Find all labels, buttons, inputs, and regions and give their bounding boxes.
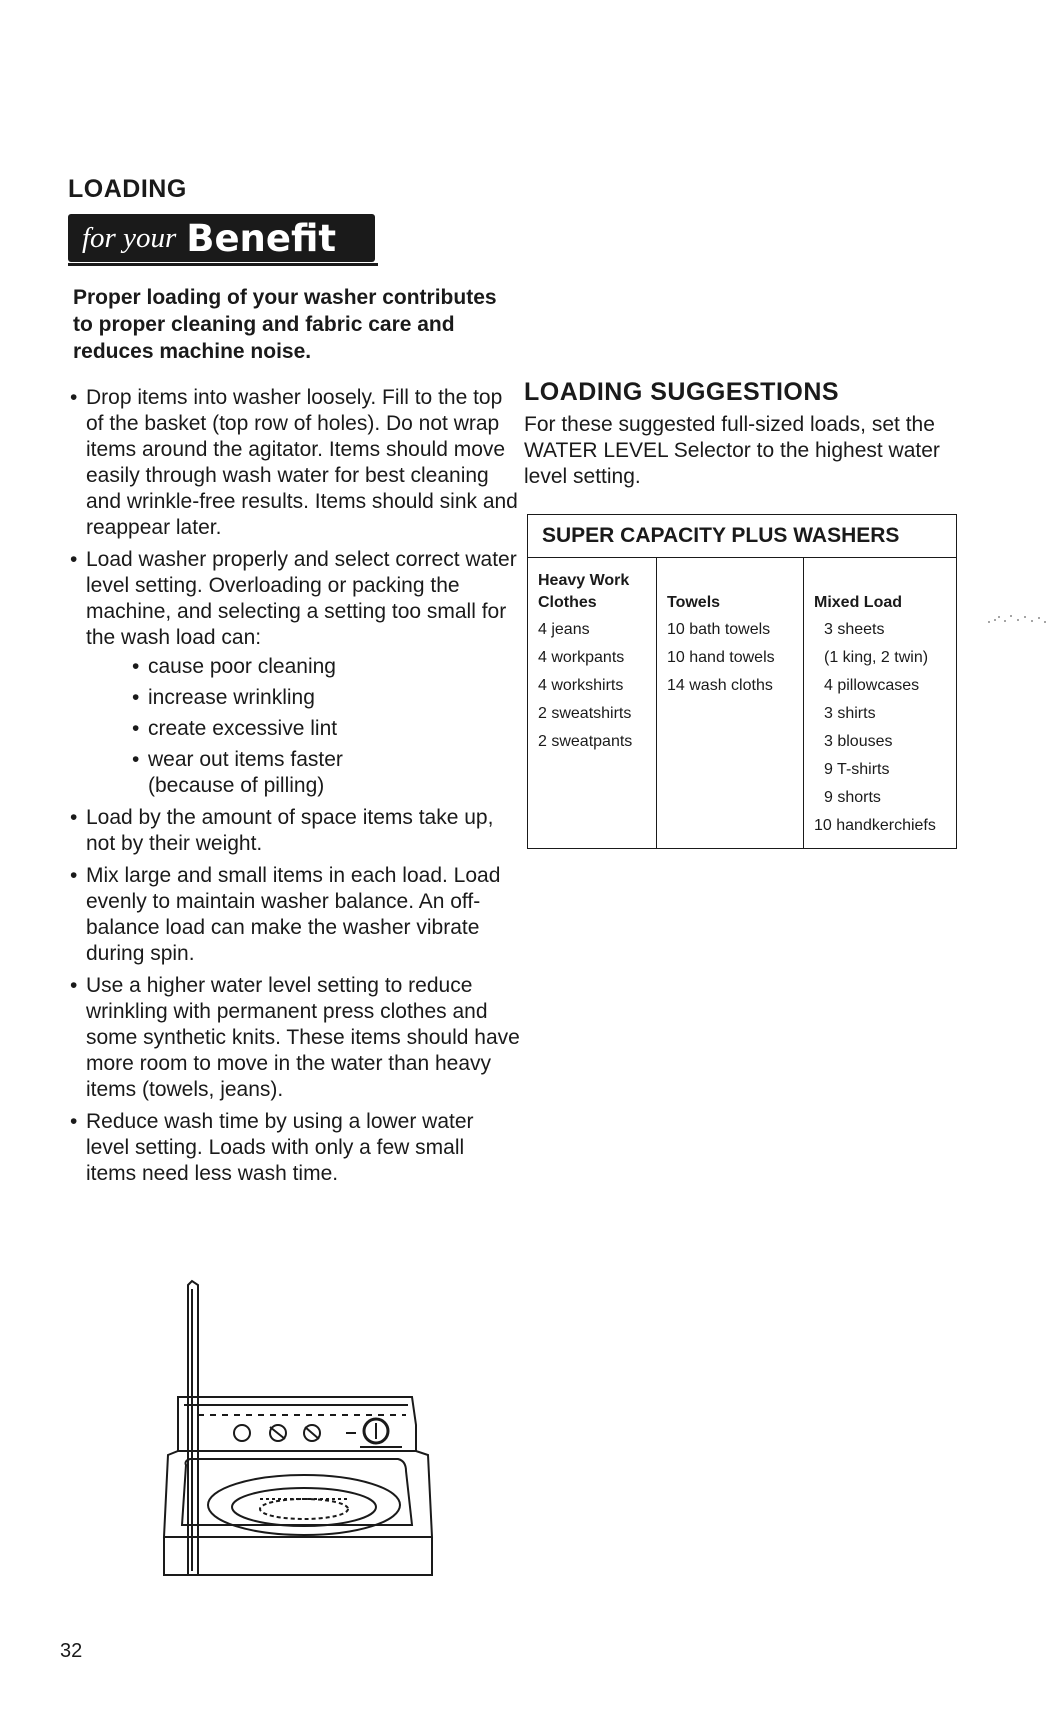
column-heavy-work xyxy=(528,558,657,849)
table-item: 3 sheets xyxy=(824,621,885,638)
table-item: (1 king, 2 twin) xyxy=(824,649,929,666)
column-items xyxy=(667,616,795,700)
column-header: Towels xyxy=(667,594,721,611)
bullet-text: Mix large and small items in each load. Load evenly to maintain washer balance. An off-balance load can make the washer vibrate during spin. xyxy=(86,864,501,965)
bullet-text: Drop items into washer loosely. Fill to the top of the basket (top row of holes). Do not wrap items around the agitator. Items should move easily through wash water for best cleaning and wrinkle-free results. Items should sink and reappear later. xyxy=(86,386,518,539)
capacity-table-caption: SUPER CAPACITY PLUS WASHERS xyxy=(528,515,957,558)
table-item: 4 workshirts xyxy=(538,677,624,694)
column-header: Mixed Load xyxy=(814,594,903,611)
table-item: 14 wash cloths xyxy=(667,677,773,694)
table-item: 9 T-shirts xyxy=(824,761,890,778)
top-load-washer-illustration-icon xyxy=(150,1275,450,1595)
page-number: 32 xyxy=(60,1640,83,1662)
sub-bullet-text: wear out items faster xyxy=(148,748,343,771)
bullet-item xyxy=(70,385,520,541)
table-item: 10 handkerchiefs xyxy=(814,817,936,834)
bullet-item xyxy=(70,547,520,799)
intro-paragraph: Proper loading of your washer contributes to proper cleaning and fabric care and reduces machine noise. xyxy=(73,286,497,363)
sub-bullet-item: • create excessive lint xyxy=(86,716,520,742)
sub-bullet-item xyxy=(86,747,520,799)
for-your-benefit-banner xyxy=(68,214,375,262)
bullet-item xyxy=(70,973,520,1103)
column-mixed-load xyxy=(804,558,957,849)
table-item: 10 bath towels xyxy=(667,621,771,638)
table-item: 4 pillowcases xyxy=(824,677,920,694)
bullet-text: Reduce wash time by using a lower water level setting. Loads with only a few small items need less wash time. xyxy=(86,1110,474,1185)
bullet-item xyxy=(70,1109,520,1187)
bullet-item xyxy=(70,863,520,967)
loading-bullets xyxy=(70,385,520,1193)
column-items xyxy=(538,616,648,756)
loading-suggestions-text: For these suggested full-sized loads, set the WATER LEVEL Selector to the highest water level setting. xyxy=(524,413,940,488)
table-item: 3 shirts xyxy=(824,705,876,722)
loading-suggestions-title: LOADING SUGGESTIONS xyxy=(524,378,840,406)
banner-benefit: Benefit xyxy=(186,216,337,260)
column-items xyxy=(814,616,948,840)
bullet-text: Use a higher water level setting to reduce wrinkling with permanent press clothes and some synthetic knits. These items should have more room to move in the water than heavy items (towels, jeans). xyxy=(86,974,520,1101)
table-item: 4 workpants xyxy=(538,649,625,666)
column-header: Heavy Work Clothes xyxy=(538,572,630,611)
table-item: 4 jeans xyxy=(538,621,590,638)
bullet-item xyxy=(70,805,520,857)
table-item: 2 sweatpants xyxy=(538,733,633,750)
sub-bullets xyxy=(86,654,520,799)
sub-bullet-note: (because of pilling) xyxy=(148,774,325,797)
sub-bullet-item: • increase wrinkling xyxy=(86,685,520,711)
table-item: 2 sweatshirts xyxy=(538,705,632,722)
bullet-text: Load washer properly and select correct water level setting. Overloading or packing the machine, and selecting a setting too small for the wash load can: xyxy=(86,548,517,649)
banner-for-your: for your xyxy=(82,221,177,254)
bullet-text: Load by the amount of space items take up, not by their weight. xyxy=(86,806,494,855)
section-title: LOADING xyxy=(68,175,187,203)
column-towels xyxy=(657,558,804,849)
sub-bullet-item: • cause poor cleaning xyxy=(86,654,520,680)
table-item: 9 shorts xyxy=(824,789,881,806)
banner-rule xyxy=(68,263,378,266)
table-item: 10 hand towels xyxy=(667,649,775,666)
smudge-mark-icon xyxy=(985,612,1055,628)
table-item: 3 blouses xyxy=(824,733,893,750)
capacity-table xyxy=(527,514,957,849)
